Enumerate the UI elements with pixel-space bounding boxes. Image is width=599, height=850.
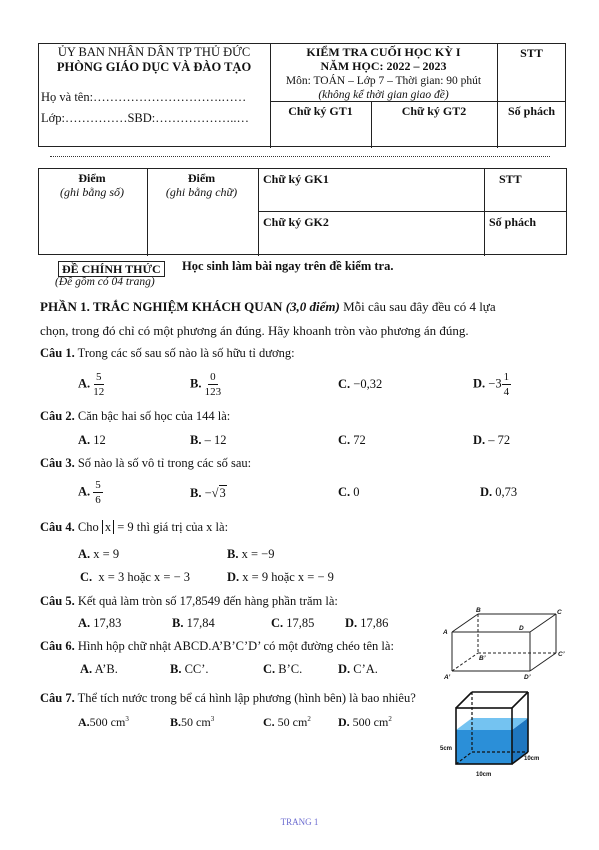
q3-option-b[interactable]: B. −√3 bbox=[190, 486, 226, 500]
absolute-value: x bbox=[102, 520, 114, 534]
question-text: Số nào là số vô tỉ trong các số sau: bbox=[77, 456, 252, 470]
fraction bbox=[93, 478, 103, 507]
part1-heading bbox=[40, 299, 496, 315]
cuboid-figure bbox=[438, 606, 568, 682]
option-value: – 72 bbox=[488, 433, 511, 447]
edge bbox=[530, 614, 556, 632]
option-letter: A. bbox=[78, 547, 91, 561]
header-divider bbox=[270, 101, 566, 102]
instruction: Học sinh làm bài ngay trên đề kiểm tra. bbox=[182, 259, 394, 273]
option-value: A’B. bbox=[94, 662, 118, 676]
q6-option-c[interactable] bbox=[263, 662, 302, 677]
score-number-label: Điểm bbox=[78, 171, 106, 185]
exponent: 2 bbox=[388, 715, 392, 723]
option-value: 0,73 bbox=[495, 485, 518, 499]
question-label: Câu 3. bbox=[40, 456, 75, 470]
committee-name: ỦY BAN NHÂN DÂN TP THỦ ĐỨC bbox=[57, 45, 251, 59]
score-divider bbox=[258, 211, 567, 212]
option-letter: D. bbox=[480, 485, 493, 499]
edge bbox=[512, 692, 528, 708]
sign-gt2-label: Chữ ký GT2 bbox=[401, 104, 467, 118]
vertex-label: D’ bbox=[524, 674, 531, 681]
question-7 bbox=[40, 691, 416, 706]
option-letter: C. bbox=[338, 433, 351, 447]
q2-option-a[interactable] bbox=[78, 433, 106, 448]
option-value: x = −9 bbox=[241, 547, 275, 561]
option-letter: C. bbox=[263, 662, 276, 676]
exponent: 2 bbox=[307, 715, 311, 723]
option-value: CC’. bbox=[184, 662, 209, 676]
q3-option-d[interactable] bbox=[480, 485, 517, 500]
exponent: 3 bbox=[210, 715, 215, 723]
cut-line bbox=[50, 156, 550, 157]
option-letter: A. bbox=[78, 715, 90, 729]
time-note: (không kể thời gian giao đề) bbox=[318, 89, 449, 101]
option-value: 0 bbox=[353, 485, 360, 499]
class-field[interactable]: Lớp:……………SBD:………………..… bbox=[41, 111, 250, 125]
vertex-label: B bbox=[476, 607, 481, 614]
vertex-label: A bbox=[443, 629, 448, 636]
question-label: Câu 7. bbox=[40, 691, 75, 705]
official-label: ĐỀ CHÍNH THỨC bbox=[58, 261, 165, 277]
part1-points: (3,0 điểm) bbox=[285, 299, 340, 314]
page-footer: TRANG 1 bbox=[280, 817, 319, 827]
question-text: Cho bbox=[77, 520, 99, 534]
edge bbox=[530, 653, 556, 671]
option-value: 17,86 bbox=[360, 616, 389, 630]
option-letter: C. bbox=[338, 485, 351, 499]
numerator: 5 bbox=[96, 371, 102, 383]
q4-option-b[interactable] bbox=[227, 547, 274, 562]
q1-option-c[interactable] bbox=[338, 377, 382, 392]
question-text: = 9 thì giá trị của x là: bbox=[117, 520, 229, 534]
question-text: Kết quả làm tròn số 17,8549 đến hàng phần trăm là: bbox=[77, 594, 338, 608]
option-letter: D. bbox=[345, 616, 358, 630]
q3-option-a[interactable] bbox=[78, 478, 103, 507]
option-value: – 12 bbox=[204, 433, 227, 447]
student-name-field[interactable]: Họ và tên:………………………….…… bbox=[41, 90, 247, 104]
option-letter: C. bbox=[263, 715, 275, 729]
q7-option-c[interactable] bbox=[263, 715, 311, 730]
score-number-note: (ghi bằng số) bbox=[60, 185, 124, 199]
q7-option-a[interactable] bbox=[78, 715, 129, 730]
option-value: 50 cm bbox=[277, 715, 308, 729]
option-letter: B. bbox=[190, 433, 202, 447]
vertex-label: A’ bbox=[444, 674, 451, 681]
vertex-label: C’ bbox=[558, 651, 565, 658]
edge bbox=[452, 653, 478, 671]
q2-option-c[interactable] bbox=[338, 433, 366, 448]
exam-subject: Môn: TOÁN – Lớp 7 – Thời gian: 90 phút bbox=[285, 75, 482, 87]
q5-option-d[interactable] bbox=[345, 616, 388, 631]
sign-gt1-label: Chữ ký GT1 bbox=[288, 104, 353, 118]
question-label: Câu 2. bbox=[40, 409, 75, 423]
option-value: x = 3 hoặc x = − 3 bbox=[98, 570, 191, 584]
q7-option-b[interactable] bbox=[170, 715, 214, 730]
part1-intro-line2: chọn, trong đó chỉ có một phương án đúng. Hãy khoanh tròn vào phương án đúng. bbox=[40, 323, 469, 338]
option-value: 17,84 bbox=[186, 616, 215, 630]
radicand: 3 bbox=[219, 486, 226, 500]
option-letter: D. bbox=[473, 376, 486, 391]
edge bbox=[456, 692, 472, 708]
page-count-note: (Đề gồm có 04 trang) bbox=[55, 276, 155, 288]
option-value: 17,83 bbox=[93, 616, 122, 630]
stt-label: STT bbox=[520, 46, 543, 60]
question-text: Hình hộp chữ nhật ABCD.A’B’C’D’ có một đường chéo tên là: bbox=[77, 639, 394, 653]
vertex-label: D bbox=[519, 625, 524, 632]
secret-no-label: Số phách bbox=[489, 215, 537, 229]
q2-option-b[interactable] bbox=[190, 433, 226, 448]
q1-option-b[interactable] bbox=[190, 370, 221, 399]
height-label: 5cm bbox=[440, 746, 453, 752]
option-letter: B. bbox=[190, 376, 202, 391]
question-5 bbox=[40, 594, 338, 609]
denominator: 123 bbox=[204, 386, 222, 398]
q3-option-c[interactable] bbox=[338, 485, 360, 500]
option-value: 72 bbox=[353, 433, 366, 447]
denominator: 6 bbox=[95, 494, 101, 506]
q6-option-b[interactable] bbox=[170, 662, 209, 677]
option-letter: B. bbox=[170, 715, 182, 729]
option-value: 50 cm bbox=[181, 715, 211, 729]
vertex-label: B’ bbox=[479, 655, 486, 662]
option-letter: B. bbox=[227, 547, 239, 561]
q2-option-d[interactable] bbox=[473, 433, 510, 448]
q1-option-d[interactable] bbox=[473, 370, 511, 399]
part1-intro: Mỗi câu sau đây đều có 4 lựa bbox=[343, 299, 496, 314]
option-letter: D. bbox=[338, 715, 350, 729]
fraction bbox=[502, 370, 512, 399]
score-text-label: Điểm bbox=[187, 171, 216, 185]
question-label: Câu 4. bbox=[40, 520, 75, 534]
water-front bbox=[456, 730, 512, 764]
option-letter: A. bbox=[78, 376, 91, 391]
edge bbox=[452, 614, 478, 632]
question-label: Câu 1. bbox=[40, 346, 75, 360]
stt-label: STT bbox=[499, 172, 522, 186]
q5-option-b[interactable] bbox=[172, 616, 215, 631]
numerator: 5 bbox=[95, 479, 101, 491]
q4-option-a[interactable] bbox=[78, 547, 119, 562]
option-letter: C. bbox=[338, 377, 351, 391]
score-divider bbox=[484, 169, 485, 256]
numerator: 1 bbox=[503, 371, 510, 383]
denominator: 4 bbox=[503, 386, 510, 398]
option-value: x = 9 bbox=[93, 547, 120, 561]
q5-option-a[interactable] bbox=[78, 616, 121, 631]
option-letter: A. bbox=[78, 616, 91, 630]
question-2 bbox=[40, 409, 230, 424]
q6-option-d[interactable] bbox=[338, 662, 378, 677]
option-letter: B. bbox=[170, 662, 182, 676]
numerator: 0 bbox=[210, 371, 216, 383]
option-value: x = 9 hoặc x = − 9 bbox=[242, 570, 334, 584]
question-3 bbox=[40, 456, 251, 471]
sign-gk1-label: Chữ ký GK1 bbox=[263, 172, 329, 186]
secret-no-label: Số phách bbox=[507, 104, 556, 118]
part1-title: PHẦN 1. TRẮC NGHIỆM KHÁCH QUAN bbox=[40, 299, 283, 314]
option-letter: D. bbox=[338, 662, 351, 676]
question-text: Trong các số sau số nào là số hữu tỉ dương: bbox=[77, 346, 295, 360]
question-text: Căn bậc hai số học của 144 là: bbox=[77, 409, 231, 423]
q4-option-c[interactable] bbox=[80, 570, 190, 585]
school-year: NĂM HỌC: 2022 – 2023 bbox=[320, 59, 447, 73]
exponent: 3 bbox=[125, 715, 129, 723]
fraction bbox=[93, 370, 104, 399]
question-label: Câu 5. bbox=[40, 594, 75, 608]
option-letter: C. bbox=[271, 616, 284, 630]
department-name: PHÒNG GIÁO DỤC VÀ ĐÀO TẠO bbox=[56, 60, 252, 74]
q4-option-d[interactable] bbox=[227, 570, 334, 585]
score-text-note: (ghi bằng chữ) bbox=[165, 185, 238, 199]
option-value: 12 bbox=[93, 433, 106, 447]
option-letter: A. bbox=[78, 484, 91, 499]
q7-option-d[interactable] bbox=[338, 715, 392, 730]
q1-option-a[interactable] bbox=[78, 370, 104, 399]
question-4 bbox=[40, 520, 228, 535]
option-letter: C. bbox=[80, 570, 93, 584]
denominator: 12 bbox=[93, 386, 105, 398]
option-letter: D. bbox=[227, 570, 240, 584]
q5-option-c[interactable] bbox=[271, 616, 314, 631]
vertex-label: C bbox=[557, 609, 562, 616]
option-letter: B. bbox=[172, 616, 184, 630]
option-letter: A. bbox=[80, 662, 93, 676]
option-value: C’A. bbox=[353, 662, 378, 676]
option-value: 17,85 bbox=[286, 616, 315, 630]
option-value: − bbox=[204, 486, 212, 500]
option-letter: D. bbox=[473, 433, 486, 447]
question-6 bbox=[40, 639, 394, 654]
width-label: 10cm bbox=[476, 772, 492, 778]
fraction bbox=[205, 370, 222, 399]
option-value: −0,32 bbox=[353, 377, 383, 391]
question-text: Thể tích nước trong bể cá hình lập phương (hình bên) là bao nhiêu? bbox=[77, 691, 416, 705]
option-value: 500 cm bbox=[352, 715, 389, 729]
depth-label: 10cm bbox=[524, 756, 540, 762]
question-label: Câu 6. bbox=[40, 639, 75, 653]
option-letter: A. bbox=[78, 433, 91, 447]
sign-gk2-label: Chữ ký GK2 bbox=[263, 215, 329, 229]
exam-title: KIỂM TRA CUỐI HỌC KỲ I bbox=[306, 45, 461, 59]
option-value: 500 cm bbox=[89, 715, 126, 729]
option-letter: B. bbox=[190, 486, 202, 500]
score-divider bbox=[258, 169, 259, 256]
question-1 bbox=[40, 346, 295, 361]
q6-option-a[interactable] bbox=[80, 662, 118, 677]
option-value: B’C. bbox=[278, 662, 303, 676]
option-value: −3 bbox=[488, 376, 502, 391]
fish-tank-figure bbox=[438, 688, 566, 780]
